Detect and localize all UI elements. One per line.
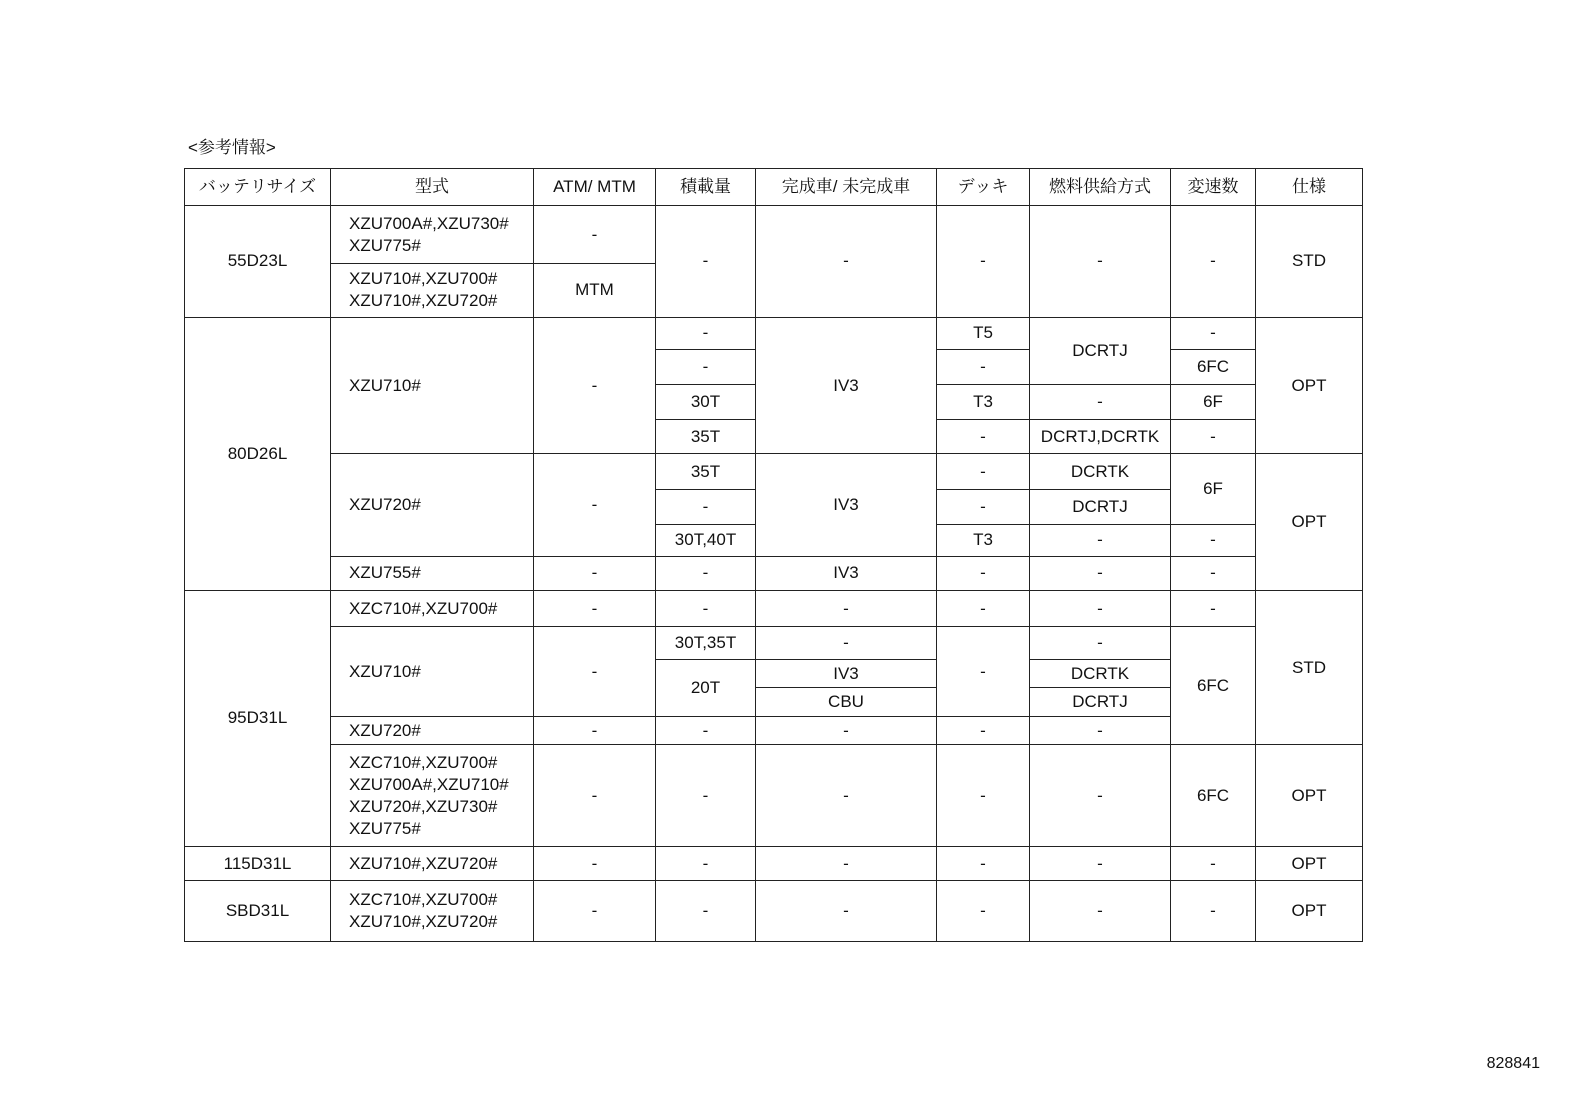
deck-cell: - [937, 206, 1030, 318]
fuel-cell: - [1030, 847, 1171, 881]
atm-cell: - [534, 627, 656, 717]
speeds-cell: 6F [1171, 385, 1256, 420]
model-cell: XZU710# [331, 627, 534, 717]
table-row [185, 627, 1363, 660]
deck-cell: - [937, 454, 1030, 490]
complete-cell: - [756, 847, 937, 881]
header-deck: デッキ [937, 169, 1030, 206]
fuel-cell: DCRTJ [1030, 688, 1171, 717]
deck-cell: - [937, 590, 1030, 627]
atm-cell: - [534, 590, 656, 627]
atm-cell: - [534, 206, 656, 264]
atm-cell: - [534, 454, 656, 557]
deck-cell: - [937, 419, 1030, 454]
atm-cell: - [534, 745, 656, 847]
table-row [185, 206, 1363, 264]
model-cell: XZU700A#,XZU730# XZU775# [331, 206, 534, 264]
speeds-cell: - [1171, 317, 1256, 349]
table-row [185, 880, 1363, 941]
deck-cell: - [937, 489, 1030, 524]
atm-cell: MTM [534, 264, 656, 318]
spec-cell: STD [1256, 590, 1363, 745]
battery-size-cell: 95D31L [185, 590, 331, 847]
load-cell: 30T,40T [656, 524, 756, 557]
header-spec: 仕様 [1256, 169, 1363, 206]
deck-cell: - [937, 627, 1030, 717]
table-header-row [185, 169, 1363, 206]
figure-number: 828841 [1486, 1055, 1540, 1072]
header-complete-vehicle: 完成車/ 未完成車 [756, 169, 937, 206]
battery-size-cell: 80D26L [185, 317, 331, 590]
header-load-capacity: 積載量 [656, 169, 756, 206]
atm-cell: - [534, 716, 656, 745]
deck-cell: - [937, 716, 1030, 745]
complete-cell: - [756, 206, 937, 318]
fuel-cell: DCRTK [1030, 454, 1171, 490]
deck-cell: - [937, 880, 1030, 941]
load-cell: 30T [656, 385, 756, 420]
table-row [185, 454, 1363, 490]
load-cell: - [656, 716, 756, 745]
speeds-cell: - [1171, 880, 1256, 941]
deck-cell: - [937, 557, 1030, 591]
fuel-cell: - [1030, 524, 1171, 557]
battery-size-cell: SBD31L [185, 880, 331, 941]
model-cell: XZU720# [331, 716, 534, 745]
model-cell: XZU710# [331, 317, 534, 453]
atm-cell: - [534, 880, 656, 941]
atm-cell: - [534, 317, 656, 453]
table-row [185, 590, 1363, 627]
complete-cell: IV3 [756, 659, 937, 688]
load-cell: 35T [656, 454, 756, 490]
header-fuel-supply: 燃料供給方式 [1030, 169, 1171, 206]
fuel-cell: - [1030, 627, 1171, 660]
table-row [185, 745, 1363, 847]
header-model: 型式 [331, 169, 534, 206]
deck-cell: T3 [937, 385, 1030, 420]
complete-cell: - [756, 590, 937, 627]
load-cell: - [656, 847, 756, 881]
spec-cell: OPT [1256, 317, 1363, 453]
complete-cell: CBU [756, 688, 937, 717]
model-cell: XZC710#,XZU700# [331, 590, 534, 627]
deck-cell: T5 [937, 317, 1030, 349]
speeds-cell: 6FC [1171, 349, 1256, 385]
speeds-cell: - [1171, 590, 1256, 627]
spec-cell: OPT [1256, 880, 1363, 941]
table-row [185, 557, 1363, 591]
fuel-cell: DCRTJ [1030, 489, 1171, 524]
load-cell: - [656, 206, 756, 318]
fuel-cell: - [1030, 590, 1171, 627]
battery-size-cell: 55D23L [185, 206, 331, 318]
header-atm-mtm: ATM/ MTM [534, 169, 656, 206]
fuel-cell: - [1030, 385, 1171, 420]
load-cell: - [656, 590, 756, 627]
load-cell: - [656, 745, 756, 847]
speeds-cell: - [1171, 206, 1256, 318]
load-cell: - [656, 557, 756, 591]
speeds-cell: 6FC [1171, 627, 1256, 745]
speeds-cell: - [1171, 847, 1256, 881]
complete-cell: - [756, 880, 937, 941]
complete-cell: - [756, 627, 937, 660]
header-speeds: 変速数 [1171, 169, 1256, 206]
fuel-cell: DCRTJ,DCRTK [1030, 419, 1171, 454]
load-cell: - [656, 317, 756, 349]
model-cell: XZU755# [331, 557, 534, 591]
deck-cell: - [937, 745, 1030, 847]
fuel-cell: - [1030, 557, 1171, 591]
load-cell: 30T,35T [656, 627, 756, 660]
deck-cell: - [937, 349, 1030, 385]
spec-cell: STD [1256, 206, 1363, 318]
spec-cell: OPT [1256, 847, 1363, 881]
battery-size-cell: 115D31L [185, 847, 331, 881]
fuel-cell: - [1030, 716, 1171, 745]
complete-cell: IV3 [756, 317, 937, 453]
model-cell: XZU720# [331, 454, 534, 557]
spec-cell: OPT [1256, 745, 1363, 847]
speeds-cell: 6F [1171, 454, 1256, 524]
battery-reference-table [184, 168, 1363, 942]
deck-cell: - [937, 847, 1030, 881]
model-cell: XZU710#,XZU700# XZU710#,XZU720# [331, 264, 534, 318]
spec-cell: OPT [1256, 454, 1363, 590]
complete-cell: - [756, 716, 937, 745]
atm-cell: - [534, 847, 656, 881]
deck-cell: T3 [937, 524, 1030, 557]
table-row [185, 317, 1363, 349]
speeds-cell: - [1171, 557, 1256, 591]
fuel-cell: - [1030, 206, 1171, 318]
speeds-cell: - [1171, 419, 1256, 454]
header-battery-size: バッテリサイズ [185, 169, 331, 206]
model-cell: XZC710#,XZU700# XZU710#,XZU720# [331, 880, 534, 941]
fuel-cell: DCRTK [1030, 659, 1171, 688]
load-cell: - [656, 489, 756, 524]
complete-cell: IV3 [756, 557, 937, 591]
load-cell: 35T [656, 419, 756, 454]
complete-cell: IV3 [756, 454, 937, 557]
fuel-cell: DCRTJ [1030, 317, 1171, 384]
complete-cell: - [756, 745, 937, 847]
fuel-cell: - [1030, 745, 1171, 847]
table-row [185, 847, 1363, 881]
fuel-cell: - [1030, 880, 1171, 941]
speeds-cell: 6FC [1171, 745, 1256, 847]
model-cell: XZC710#,XZU700# XZU700A#,XZU710# XZU720#,XZU730# XZU775# [331, 745, 534, 847]
load-cell: - [656, 880, 756, 941]
atm-cell: - [534, 557, 656, 591]
load-cell: 20T [656, 659, 756, 716]
load-cell: - [656, 349, 756, 385]
section-heading: <参考情報> [188, 138, 276, 157]
model-cell: XZU710#,XZU720# [331, 847, 534, 881]
speeds-cell: - [1171, 524, 1256, 557]
